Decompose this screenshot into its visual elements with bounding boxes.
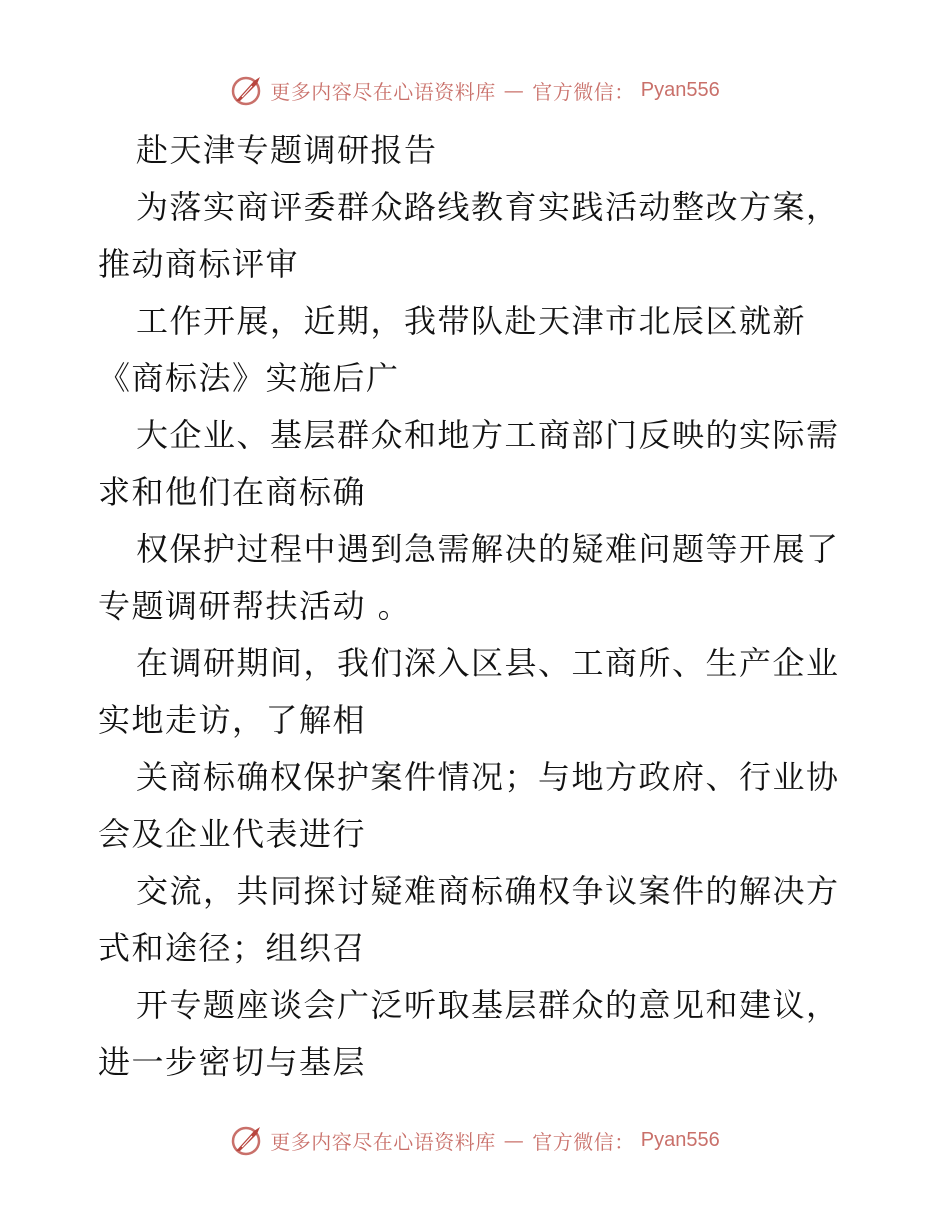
watermark-account: Pyan556 [640,78,720,101]
footer-watermark [0,1120,950,1160]
text-line: 大企业、基层群众和地方工商部门反映的实际需 [136,416,840,454]
text-line: 推动商标评审 [98,245,300,283]
text-line: 为落实商评委群众路线教育实践活动整改方案， [136,188,840,226]
text-line: 开专题座谈会广泛听取基层群众的意见和建议， [136,986,840,1024]
text-line: 式和途径；组织召 [98,929,367,967]
text-line: 实地走访，了解相 [98,701,367,739]
text-line: 交流，共同探讨疑难商标确权争议案件的解决方 [136,872,840,910]
text-line: 在调研期间，我们深入区县、工商所、生产企业 [136,644,840,682]
text-line: 进一步密切与基层 [98,1043,367,1081]
text-line: 赴天津专题调研报告 [136,131,438,169]
watermark-account: Pyan556 [640,1128,720,1151]
text-line: 工作开展，近期，我带队赴天津市北辰区就新 [136,302,807,340]
header-watermark [0,70,950,110]
watermark-dash: — [503,78,525,102]
watermark-dash: — [503,1128,525,1152]
text-line: 权保护过程中遇到急需解决的疑难问题等开展了 [136,530,840,568]
text-line: 关商标确权保护案件情况；与地方政府、行业协 [136,758,840,796]
text-line: 求和他们在商标确 [98,473,367,511]
watermark-text: 更多内容尽在心语资料库 [270,79,496,104]
watermark-label: 官方微信： [532,1129,635,1154]
document-body [98,122,858,1091]
quill-logo-icon [230,73,264,107]
text-line: 会及企业代表进行 [98,815,367,853]
text-line: 专题调研帮扶活动 。 [98,587,412,625]
text-line: 《商标法》实施后广 [98,359,400,397]
watermark-label: 官方微信： [532,79,635,104]
watermark-text: 更多内容尽在心语资料库 [270,1129,496,1154]
quill-logo-icon [230,1123,264,1157]
